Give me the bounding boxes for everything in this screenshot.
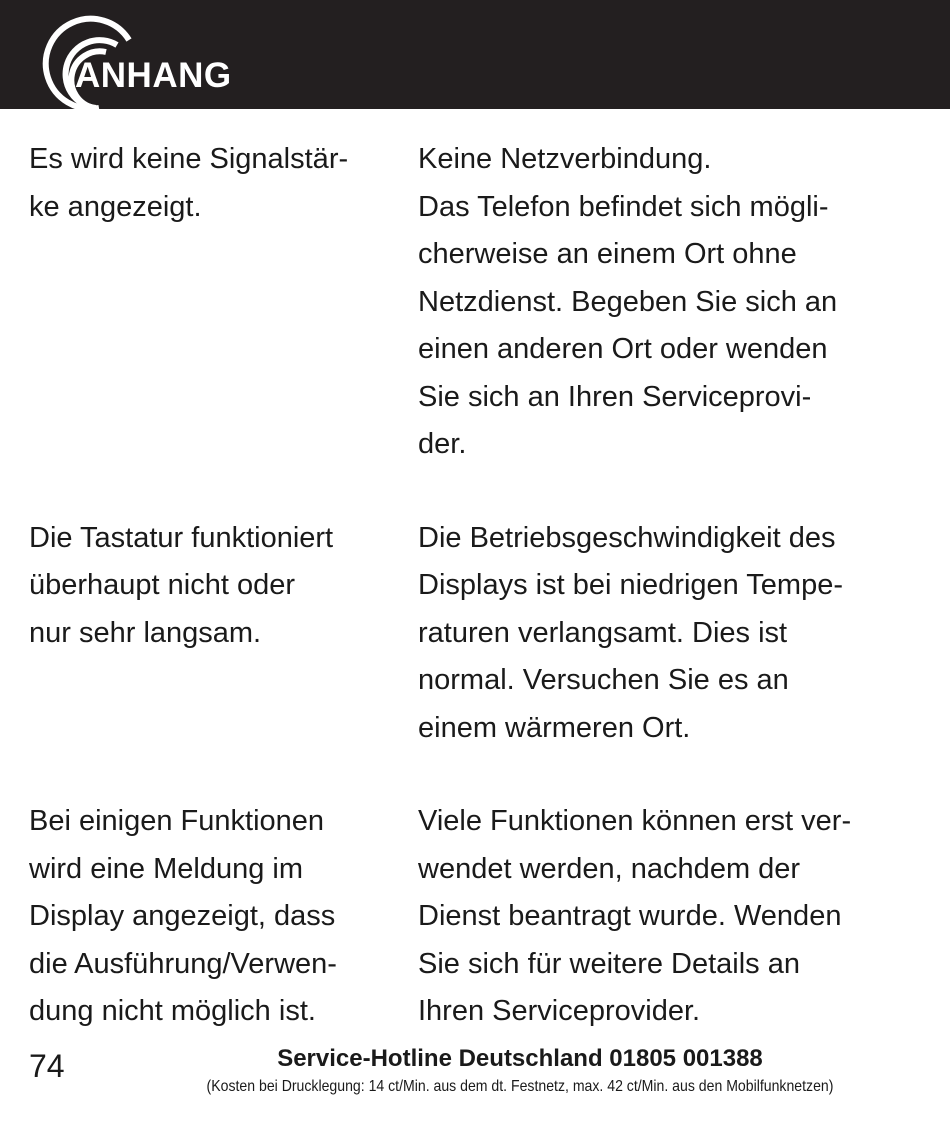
- problem-line: nur sehr langsam.: [29, 616, 262, 649]
- problem-line: die Ausführung/Verwen-: [29, 947, 337, 980]
- problem-line: dung nicht möglich ist.: [29, 995, 316, 1027]
- problem-line: Bei einigen Funktionen: [29, 805, 325, 837]
- solution-line: Die Betriebsgeschwindigkeit des: [418, 521, 836, 554]
- solution-line: cherweise an einem Ort ohne: [418, 238, 797, 270]
- solution-line: Dienst beantragt wurde. Wenden: [418, 900, 842, 932]
- solution-line: Das Telefon befindet sich mögli-: [418, 190, 829, 223]
- table-row: [29, 798, 934, 1036]
- solution-cell: [418, 136, 928, 469]
- problem-cell: [29, 515, 418, 753]
- solution-line: einem wärmeren Ort.: [418, 711, 691, 744]
- solution-line: normal. Versuchen Sie es an: [418, 664, 789, 696]
- cost-note: (Kosten bei Drucklegung: 14 ct/Min. aus dem dt. Festnetz, max. 42 ct/Min. aus den Mobilfunknetzen): [206, 1078, 834, 1095]
- solution-line: wendet werden, nachdem der: [418, 852, 801, 885]
- solution-line: Keine Netzverbindung.: [418, 143, 712, 175]
- solution-line: Sie sich an Ihren Serviceprovi-: [418, 380, 812, 413]
- problem-line: wird eine Meldung im: [29, 852, 304, 885]
- page-header: [0, 0, 950, 109]
- service-hotline: Service-Hotline Deutschland 01805 001388: [277, 1045, 763, 1072]
- page-title: ANHANG: [75, 56, 232, 95]
- solution-line: Viele Funktionen können erst ver-: [418, 805, 852, 837]
- solution-line: einen anderen Ort oder wenden: [418, 333, 828, 365]
- table-row: [29, 136, 934, 469]
- problem-line: überhaupt nicht oder: [29, 569, 296, 601]
- problem-line: Display angezeigt, dass: [29, 900, 336, 932]
- solution-line: Netzdienst. Begeben Sie sich an: [418, 285, 838, 318]
- solution-line: der.: [418, 428, 467, 460]
- troubleshooting-table: [29, 136, 934, 1082]
- solution-line: Ihren Serviceprovider.: [418, 995, 701, 1027]
- solution-line: raturen verlangsamt. Dies ist: [418, 616, 788, 649]
- problem-cell: [29, 798, 418, 1036]
- solution-line: Displays ist bei niedrigen Tempe-: [418, 569, 844, 601]
- table-row: [29, 515, 934, 753]
- problem-line: Die Tastatur funktioniert: [29, 521, 334, 554]
- problem-cell: [29, 136, 418, 469]
- solution-cell: [418, 515, 928, 753]
- problem-line: ke angezeigt.: [29, 190, 202, 223]
- solution-cell: [418, 798, 928, 1036]
- solution-line: Sie sich für weitere Details an: [418, 947, 800, 980]
- problem-line: Es wird keine Signalstär-: [29, 143, 349, 175]
- page-number: 74: [29, 1048, 65, 1084]
